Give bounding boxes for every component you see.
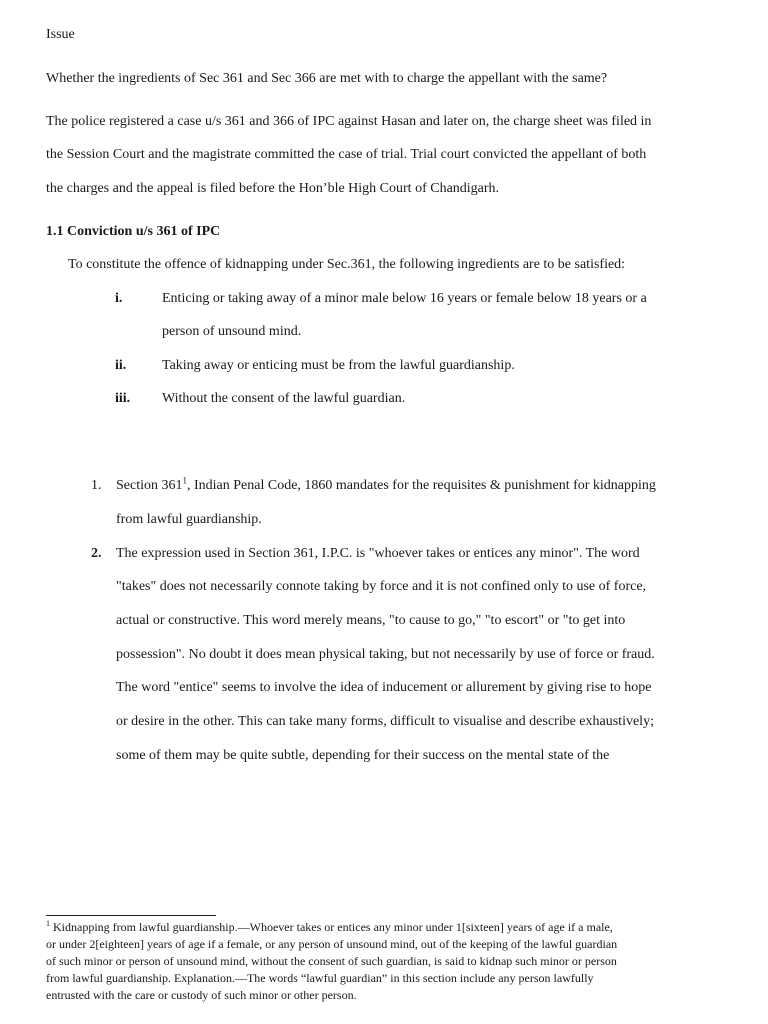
point-text: possession". No doubt it does mean physical taking, but not necessarily by use of force or fraud. bbox=[116, 647, 655, 662]
footnote-line: of such minor or person of unsound mind, without the consent of such guardian, is said to kidnap such minor or person bbox=[46, 954, 617, 968]
point-text: some of them may be quite subtle, depending for their success on the mental state of the bbox=[116, 748, 610, 763]
list-marker: i. bbox=[115, 291, 123, 306]
list-item-text: Enticing or taking away of a minor male below 16 years or female below 18 years or a bbox=[162, 291, 647, 306]
footnote-line: or under 2[eighteen] years of age if a female, or any person of unsound mind, out of the keeping of the lawful guardian bbox=[46, 937, 618, 951]
point-marker: 2. bbox=[91, 546, 102, 561]
list-marker: iii. bbox=[115, 391, 131, 406]
footnote-reference[interactable]: 1 bbox=[182, 475, 187, 486]
facts-line-2: the Session Court and the magistrate committed the case of trial. Trial court convicted the appellant of both bbox=[46, 147, 647, 162]
footnote-separator bbox=[46, 915, 216, 916]
intro-text: To constitute the offence of kidnapping under Sec.361, the following ingredients are to be satisfied: bbox=[68, 257, 626, 272]
point-text: actual or constructive. This word merely means, "to cause to go," "to escort" or "to get into bbox=[116, 613, 626, 628]
issue-question: Whether the ingredients of Sec 361 and Sec 366 are met with to charge the appellant with the same? bbox=[46, 71, 608, 86]
facts-line-3: the charges and the appeal is filed before the Hon’ble High Court of Chandigarh. bbox=[46, 181, 500, 196]
list-item-text: Taking away or enticing must be from the lawful guardianship. bbox=[162, 358, 515, 373]
footnote-marker: 1 bbox=[46, 919, 50, 928]
point-marker: 1. bbox=[91, 478, 102, 493]
footnote-line: entrusted with the care or custody of such minor or other person. bbox=[46, 988, 357, 1002]
point-text: Section $361^1$, Indian Penal Code, 1860 mandates for the requisites & punishment for kidnapping bbox=[116, 475, 656, 493]
footnote-line: from lawful guardianship. Explanation.—The words “lawful guardian” in this section include any person lawfully bbox=[46, 971, 594, 985]
section-heading: 1.1 Conviction u/s 361 of IPC bbox=[46, 224, 221, 239]
list-marker: ii. bbox=[115, 358, 127, 373]
list-item-text: person of unsound mind. bbox=[162, 324, 302, 339]
point-text: "takes" does not necessarily connote taking by force and it is not confined only to use of force, bbox=[116, 579, 647, 594]
list-item-text: Without the consent of the lawful guardian. bbox=[162, 391, 406, 406]
point-text: The expression used in Section 361, I.P.C. is "whoever takes or entices any minor". The word bbox=[116, 546, 640, 561]
point-text: from lawful guardianship. bbox=[116, 512, 262, 527]
facts-line-1: The police registered a case u/s 361 and 366 of IPC against Hasan and later on, the charge sheet was filed in bbox=[46, 114, 652, 129]
section-label: Issue bbox=[46, 27, 75, 42]
point-text: or desire in the other. This can take many forms, difficult to visualise and describe exhaustively; bbox=[116, 714, 654, 729]
footnote-line: $^1$ Kidnapping from lawful guardianship.—Whoever takes or entices any minor under 1[sixteen] years of age if a male, bbox=[46, 919, 613, 934]
point-text: The word "entice" seems to involve the idea of inducement or allurement by giving rise to hope bbox=[116, 680, 652, 695]
